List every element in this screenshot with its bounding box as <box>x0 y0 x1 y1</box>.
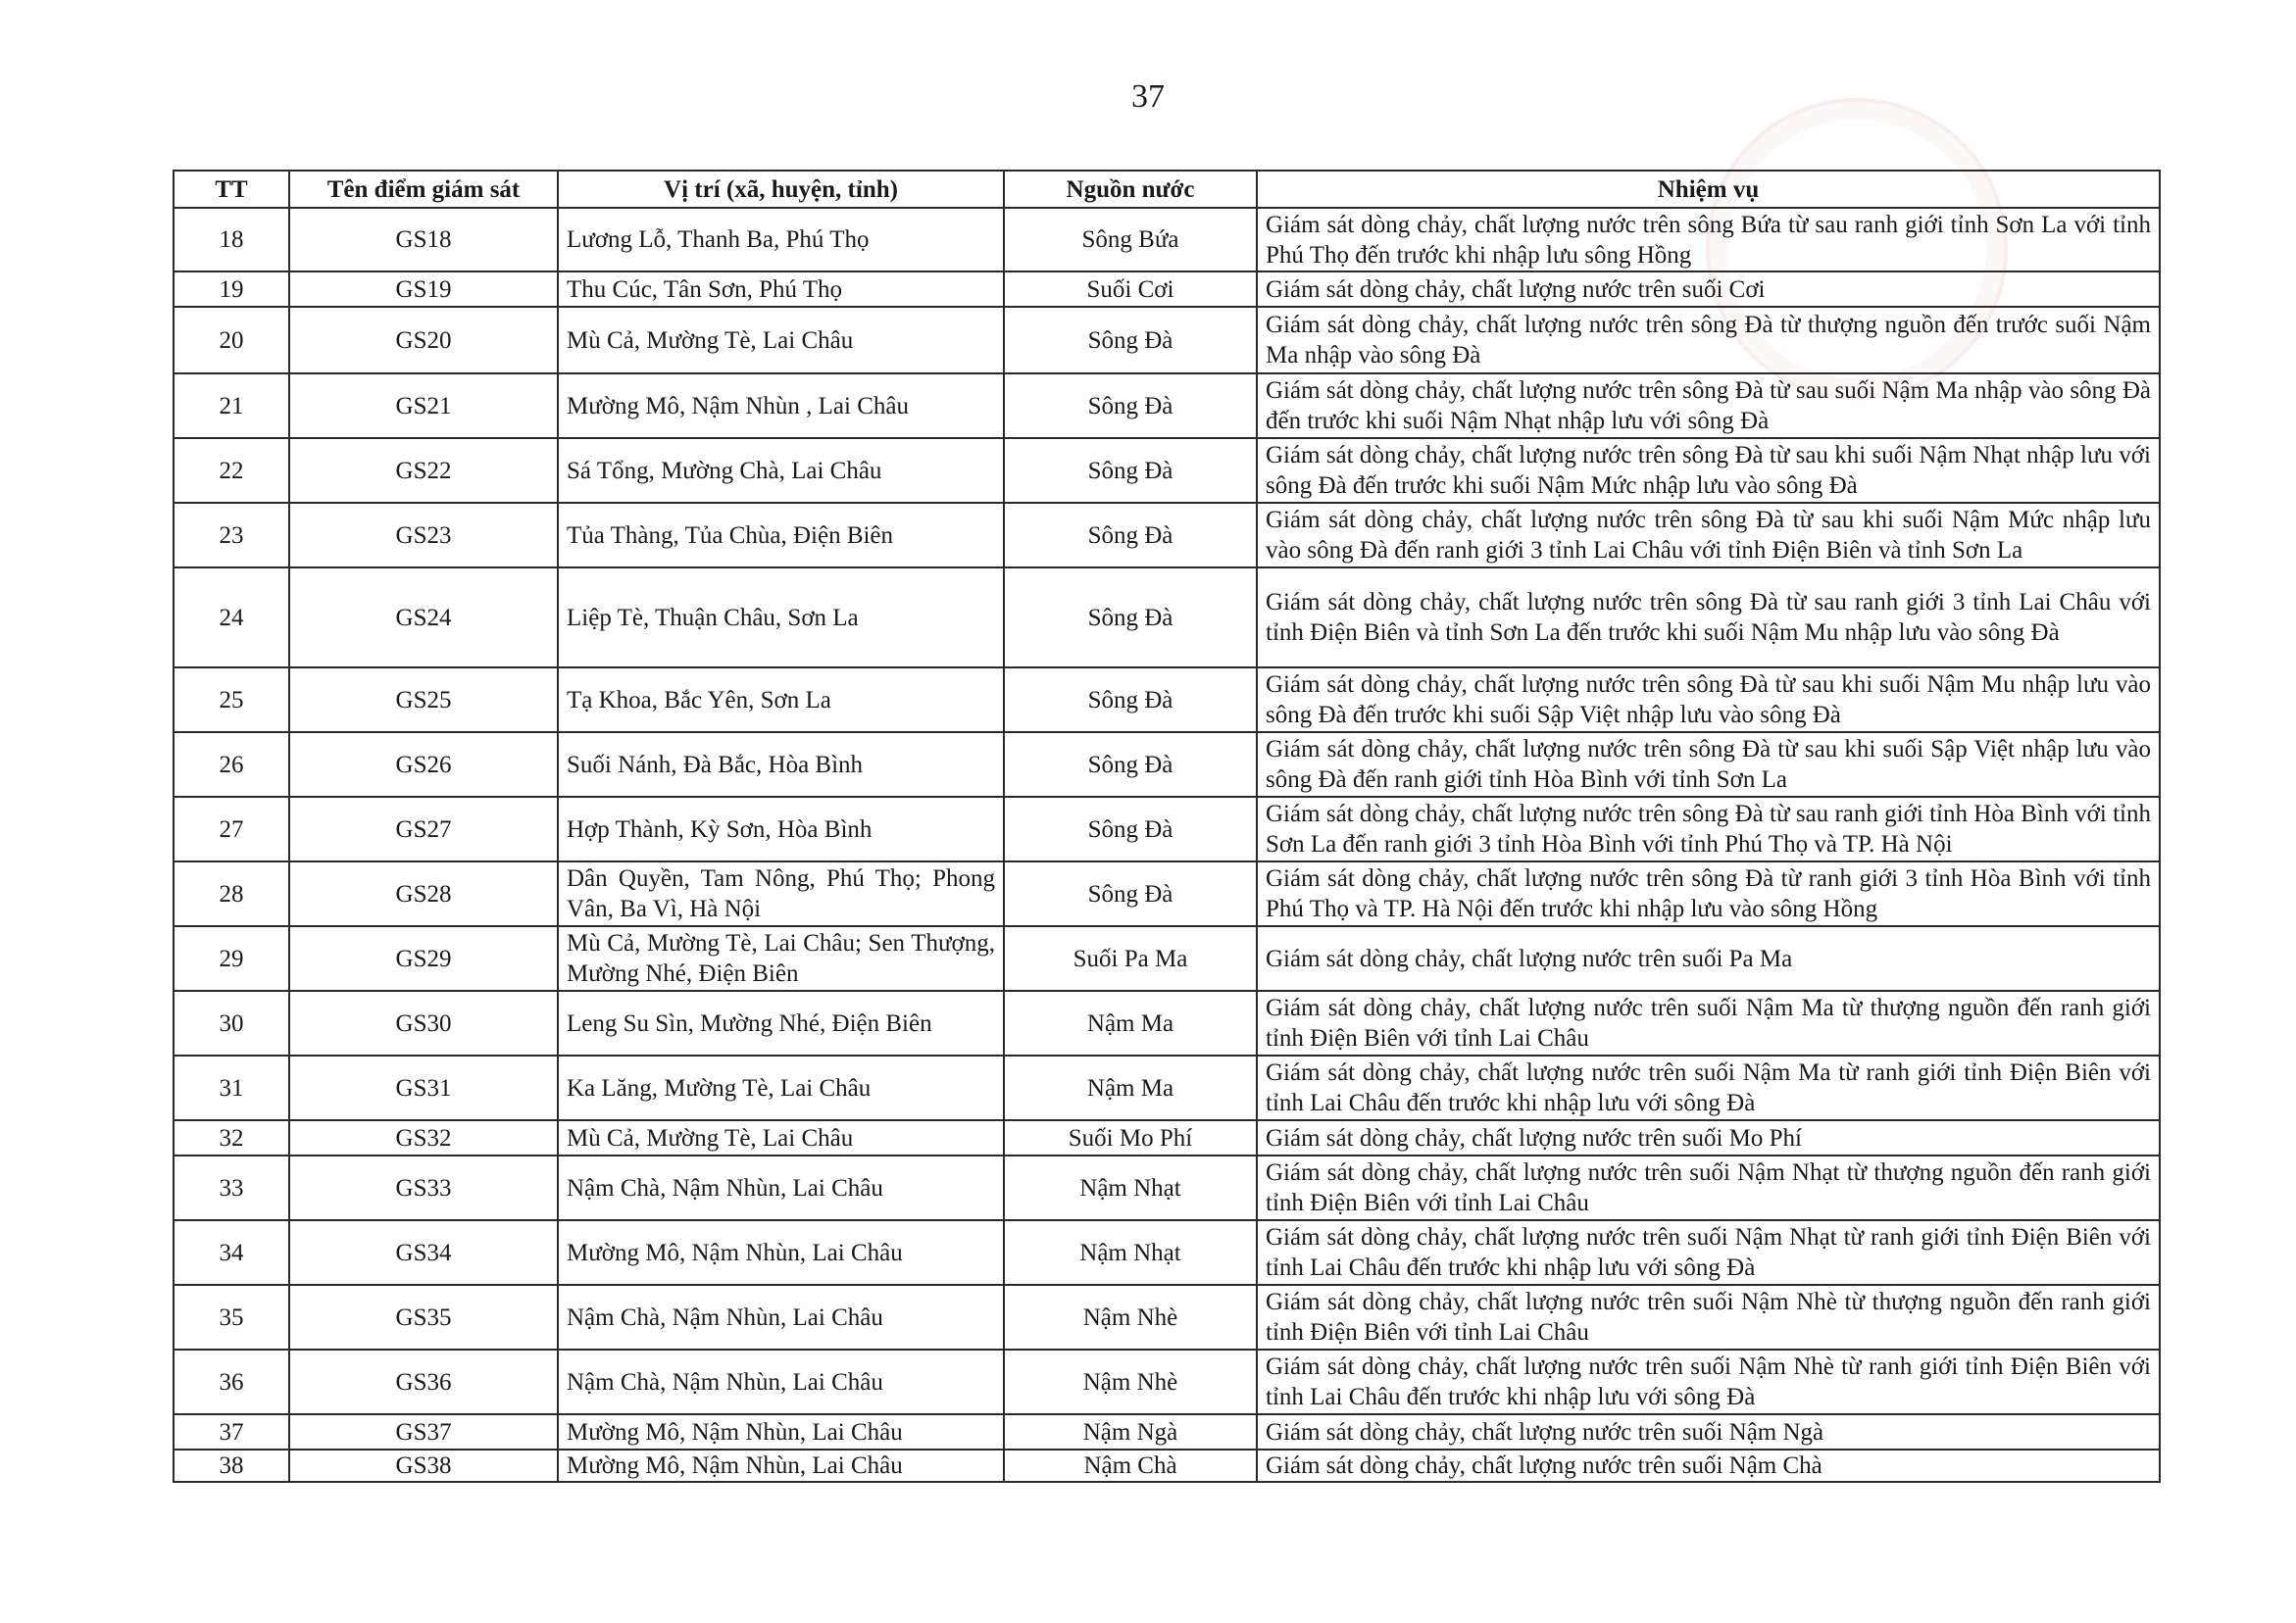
row-task: Giám sát dòng chảy, chất lượng nước trên suối Nậm Nhạt từ thượng nguồn đến ranh giới tỉnh Điện Biên với tỉnh Lai Châu <box>1257 1156 2160 1220</box>
table-row <box>174 208 2160 271</box>
row-code: GS24 <box>289 567 558 667</box>
row-tt: 20 <box>174 307 289 373</box>
row-source: Nậm Ma <box>1004 1056 1257 1120</box>
row-tt: 37 <box>174 1414 289 1450</box>
row-location: Tạ Khoa, Bắc Yên, Sơn La <box>558 667 1004 732</box>
row-location: Suối Nánh, Đà Bắc, Hòa Bình <box>558 732 1004 797</box>
row-code: GS35 <box>289 1285 558 1350</box>
header-source: Nguồn nước <box>1004 171 1257 208</box>
row-source: Nậm Chà <box>1004 1450 1257 1482</box>
page-number: 37 <box>1131 78 1165 115</box>
row-source: Sông Đà <box>1004 797 1257 861</box>
row-tt: 25 <box>174 667 289 732</box>
row-code: GS31 <box>289 1056 558 1120</box>
row-task: Giám sát dòng chảy, chất lượng nước trên sông Đà từ ranh giới 3 tỉnh Hòa Bình với tỉnh Phú Thọ và TP. Hà Nội đến trước khi nhập lưu vào sông Hồng <box>1257 861 2160 926</box>
header-location: Vị trí (xã, huyện, tỉnh) <box>558 171 1004 208</box>
row-location: Ka Lăng, Mường Tè, Lai Châu <box>558 1056 1004 1120</box>
row-source: Sông Đà <box>1004 307 1257 373</box>
table-row <box>174 1120 2160 1156</box>
row-source: Nậm Ma <box>1004 991 1257 1056</box>
table-row <box>174 667 2160 732</box>
row-tt: 19 <box>174 271 289 307</box>
row-code: GS32 <box>289 1120 558 1156</box>
row-source: Sông Đà <box>1004 861 1257 926</box>
header-task: Nhiệm vụ <box>1257 171 2160 208</box>
table-header-row <box>174 171 2160 208</box>
row-location: Tủa Thàng, Tủa Chùa, Điện Biên <box>558 503 1004 567</box>
row-task: Giám sát dòng chảy, chất lượng nước trên sông Đà từ sau ranh giới 3 tỉnh Lai Châu với tỉnh Điện Biên và tỉnh Sơn La đến trước khi suối Nậm Mu nhập lưu vào sông Đà <box>1257 567 2160 667</box>
table-row <box>174 1414 2160 1450</box>
row-source: Nậm Nhè <box>1004 1285 1257 1350</box>
table-row <box>174 1056 2160 1120</box>
row-code: GS23 <box>289 503 558 567</box>
row-source: Suối Pa Ma <box>1004 926 1257 991</box>
row-source: Nậm Nhạt <box>1004 1220 1257 1285</box>
row-tt: 18 <box>174 208 289 271</box>
row-code: GS34 <box>289 1220 558 1285</box>
row-location: Nậm Chà, Nậm Nhùn, Lai Châu <box>558 1350 1004 1414</box>
row-location: Mường Mô, Nậm Nhùn, Lai Châu <box>558 1220 1004 1285</box>
row-code: GS19 <box>289 271 558 307</box>
row-tt: 33 <box>174 1156 289 1220</box>
row-source: Suối Cơi <box>1004 271 1257 307</box>
table-row <box>174 926 2160 991</box>
row-source: Nậm Ngà <box>1004 1414 1257 1450</box>
table-row <box>174 991 2160 1056</box>
row-location: Nậm Chà, Nậm Nhùn, Lai Châu <box>558 1285 1004 1350</box>
row-source: Sông Đà <box>1004 732 1257 797</box>
row-code: GS27 <box>289 797 558 861</box>
row-location: Thu Cúc, Tân Sơn, Phú Thọ <box>558 271 1004 307</box>
row-location: Mù Cả, Mường Tè, Lai Châu <box>558 1120 1004 1156</box>
row-task: Giám sát dòng chảy, chất lượng nước trên suối Nậm Nhạt từ ranh giới tỉnh Điện Biên với tỉnh Lai Châu đến trước khi nhập lưu với sông Đà <box>1257 1220 2160 1285</box>
row-task: Giám sát dòng chảy, chất lượng nước trên suối Nậm Ma từ thượng nguồn đến ranh giới tỉnh Điện Biên với tỉnh Lai Châu <box>1257 991 2160 1056</box>
table-row <box>174 373 2160 438</box>
table-row <box>174 1450 2160 1482</box>
row-location: Liệp Tè, Thuận Châu, Sơn La <box>558 567 1004 667</box>
row-task: Giám sát dòng chảy, chất lượng nước trên suối Cơi <box>1257 271 2160 307</box>
table-row <box>174 797 2160 861</box>
row-tt: 30 <box>174 991 289 1056</box>
header-name: Tên điểm giám sát <box>289 171 558 208</box>
row-source: Sông Bứa <box>1004 208 1257 271</box>
row-task: Giám sát dòng chảy, chất lượng nước trên suối Nậm Nhè từ thượng nguồn đến ranh giới tỉnh Điện Biên với tỉnh Lai Châu <box>1257 1285 2160 1350</box>
table-row <box>174 861 2160 926</box>
row-task: Giám sát dòng chảy, chất lượng nước trên suối Mo Phí <box>1257 1120 2160 1156</box>
row-task: Giám sát dòng chảy, chất lượng nước trên suối Nậm Ngà <box>1257 1414 2160 1450</box>
row-task: Giám sát dòng chảy, chất lượng nước trên sông Bứa từ sau ranh giới tỉnh Sơn La với tỉnh Phú Thọ đến trước khi nhập lưu sông Hồng <box>1257 208 2160 271</box>
row-code: GS36 <box>289 1350 558 1414</box>
row-location: Leng Su Sìn, Mường Nhé, Điện Biên <box>558 991 1004 1056</box>
row-tt: 32 <box>174 1120 289 1156</box>
row-location: Dân Quyền, Tam Nông, Phú Thọ; Phong Vân, Ba Vì, Hà Nội <box>558 861 1004 926</box>
row-source: Sông Đà <box>1004 503 1257 567</box>
row-location: Mường Mô, Nậm Nhùn, Lai Châu <box>558 1450 1004 1482</box>
row-location: Sá Tổng, Mường Chà, Lai Châu <box>558 438 1004 503</box>
row-code: GS33 <box>289 1156 558 1220</box>
row-tt: 23 <box>174 503 289 567</box>
table-row <box>174 503 2160 567</box>
row-code: GS30 <box>289 991 558 1056</box>
row-location: Hợp Thành, Kỳ Sơn, Hòa Bình <box>558 797 1004 861</box>
table-row <box>174 271 2160 307</box>
table-row <box>174 438 2160 503</box>
row-tt: 35 <box>174 1285 289 1350</box>
row-tt: 21 <box>174 373 289 438</box>
row-tt: 27 <box>174 797 289 861</box>
row-task: Giám sát dòng chảy, chất lượng nước trên sông Đà từ sau ranh giới tỉnh Hòa Bình với tỉnh Sơn La đến ranh giới 3 tỉnh Hòa Bình với tỉnh Phú Thọ và TP. Hà Nội <box>1257 797 2160 861</box>
row-tt: 22 <box>174 438 289 503</box>
row-location: Lương Lỗ, Thanh Ba, Phú Thọ <box>558 208 1004 271</box>
row-code: GS29 <box>289 926 558 991</box>
row-code: GS18 <box>289 208 558 271</box>
row-code: GS21 <box>289 373 558 438</box>
row-code: GS22 <box>289 438 558 503</box>
row-source: Sông Đà <box>1004 667 1257 732</box>
row-task: Giám sát dòng chảy, chất lượng nước trên suối Nậm Nhè từ ranh giới tỉnh Điện Biên với tỉnh Lai Châu đến trước khi nhập lưu với sông Đà <box>1257 1350 2160 1414</box>
row-source: Suối Mo Phí <box>1004 1120 1257 1156</box>
row-task: Giám sát dòng chảy, chất lượng nước trên sông Đà từ sau khi suối Nậm Mu nhập lưu vào sông Đà đến trước khi suối Sập Việt nhập lưu vào sông Đà <box>1257 667 2160 732</box>
table-row <box>174 1350 2160 1414</box>
row-source: Sông Đà <box>1004 373 1257 438</box>
table-row <box>174 732 2160 797</box>
row-task: Giám sát dòng chảy, chất lượng nước trên sông Đà từ thượng nguồn đến trước suối Nậm Ma nhập vào sông Đà <box>1257 307 2160 373</box>
row-code: GS28 <box>289 861 558 926</box>
row-task: Giám sát dòng chảy, chất lượng nước trên sông Đà từ sau khi suối Nậm Nhạt nhập lưu với sông Đà đến trước khi suối Nậm Mức nhập lưu vào sông Đà <box>1257 438 2160 503</box>
row-source: Sông Đà <box>1004 438 1257 503</box>
row-tt: 38 <box>174 1450 289 1482</box>
row-tt: 29 <box>174 926 289 991</box>
row-task: Giám sát dòng chảy, chất lượng nước trên suối Pa Ma <box>1257 926 2160 991</box>
row-task: Giám sát dòng chảy, chất lượng nước trên sông Đà từ sau khi suối Nậm Mức nhập lưu vào sông Đà đến ranh giới 3 tỉnh Lai Châu với tỉnh Điện Biên và tỉnh Sơn La <box>1257 503 2160 567</box>
table-row <box>174 1156 2160 1220</box>
row-source: Sông Đà <box>1004 567 1257 667</box>
table-row <box>174 1285 2160 1350</box>
row-tt: 34 <box>174 1220 289 1285</box>
row-location: Mù Cả, Mường Tè, Lai Châu; Sen Thượng, Mường Nhé, Điện Biên <box>558 926 1004 991</box>
row-code: GS37 <box>289 1414 558 1450</box>
row-location: Mù Cả, Mường Tè, Lai Châu <box>558 307 1004 373</box>
row-location: Nậm Chà, Nậm Nhùn, Lai Châu <box>558 1156 1004 1220</box>
row-location: Mường Mô, Nậm Nhùn, Lai Châu <box>558 1414 1004 1450</box>
row-task: Giám sát dòng chảy, chất lượng nước trên suối Nậm Ma từ ranh giới tỉnh Điện Biên với tỉnh Lai Châu đến trước khi nhập lưu với sông Đà <box>1257 1056 2160 1120</box>
row-code: GS26 <box>289 732 558 797</box>
table-row <box>174 307 2160 373</box>
row-task: Giám sát dòng chảy, chất lượng nước trên suối Nậm Chà <box>1257 1450 2160 1482</box>
row-code: GS38 <box>289 1450 558 1482</box>
row-tt: 24 <box>174 567 289 667</box>
table-body <box>174 208 2160 1482</box>
row-task: Giám sát dòng chảy, chất lượng nước trên sông Đà từ sau khi suối Sập Việt nhập lưu vào sông Đà đến ranh giới tỉnh Hòa Bình với tỉnh Sơn La <box>1257 732 2160 797</box>
row-source: Nậm Nhạt <box>1004 1156 1257 1220</box>
row-tt: 26 <box>174 732 289 797</box>
row-code: GS25 <box>289 667 558 732</box>
row-tt: 36 <box>174 1350 289 1414</box>
row-code: GS20 <box>289 307 558 373</box>
row-tt: 31 <box>174 1056 289 1120</box>
row-location: Mường Mô, Nậm Nhùn , Lai Châu <box>558 373 1004 438</box>
row-source: Nậm Nhè <box>1004 1350 1257 1414</box>
table-row <box>174 1220 2160 1285</box>
row-task: Giám sát dòng chảy, chất lượng nước trên sông Đà từ sau suối Nậm Ma nhập vào sông Đà đến trước khi suối Nậm Nhạt nhập lưu với sông Đà <box>1257 373 2160 438</box>
row-tt: 28 <box>174 861 289 926</box>
header-tt: TT <box>174 171 289 208</box>
table-row <box>174 567 2160 667</box>
monitoring-points-table <box>173 170 2161 1483</box>
